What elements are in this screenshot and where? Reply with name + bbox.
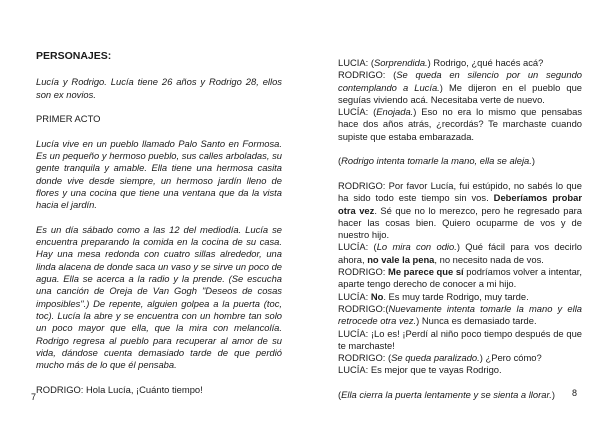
paragraph (338, 106, 582, 143)
paragraph (36, 138, 282, 212)
text: RODRIGO: ( (338, 69, 397, 81)
paragraph (36, 113, 282, 125)
paragraph (338, 155, 582, 167)
text: ) Me dijeron en el pueblo que seguías viviendo acá. Necesitaba verte de nuevo. (338, 81, 583, 105)
paragraph (338, 266, 582, 291)
text: PRIMER ACTO (36, 113, 101, 125)
paragraph (338, 303, 582, 328)
stage-direction: Ella cierra la puerta lentamente y se sienta a llorar. (341, 389, 552, 401)
paragraph (36, 224, 282, 372)
stage-direction: Lucía y Rodrigo. Lucía tiene 26 años y Rodrigo 28, ellos son ex novios. (36, 76, 282, 100)
stage-direction: Rodrigo intenta tomarle la mano, ella se aleja. (341, 155, 532, 167)
text: LUCÍA: Es mejor que te vayas Rodrigo. (338, 364, 502, 376)
text: ) Eso no era lo mismo que pensabas hace dos años atrás, ¿recordás? Te marchaste cuando supiste que estaba embarazada. (338, 106, 583, 142)
text: . Sé que no lo merezco, pero he regresado para hacer las cosas bien. Quiero ocuparme de vos y de nuestro hijo. (338, 204, 582, 241)
text: LUCIA: ( (338, 57, 374, 68)
section-heading (36, 50, 282, 62)
text: ) Rodrigo, ¿qué hacés acá? (427, 57, 544, 68)
text: RODRIGO: (338, 266, 389, 278)
emphasis-text: Deberíamos probar otra vez (338, 192, 582, 216)
text: LUCÍA: ( (338, 241, 377, 253)
stage-direction: Sorprendida. (373, 57, 428, 68)
text: LUCÍA: ( (338, 106, 377, 118)
text: PERSONAJES: (36, 50, 112, 62)
paragraph (338, 69, 582, 106)
text: RODRIGO:( (338, 302, 389, 314)
paragraph (338, 328, 582, 353)
paragraph (338, 364, 582, 376)
paragraph (338, 180, 582, 241)
text: RODRIGO: Por favor Lucía, fui estúpido, no sabés lo que ha sido todo este tiempo sin vos. (338, 179, 582, 204)
right-page (300, 0, 600, 424)
paragraph (338, 241, 582, 266)
stage-direction: Lucía vive en un pueblo llamado Palo Santo en Formosa. Es un pequeño y hermoso pueblo, sus calles arboladas, su gente tranquila y amable. Ella tiene una hermosa casita donde vive desde siempre, un hermoso jardín lleno de flores y una cocina que tiene una ventana que da la vista hacia el jardín. (36, 137, 282, 211)
emphasis-text: No (370, 290, 384, 302)
text: RODRIGO: Hola Lucía, ¡Cuánto tiempo! (36, 383, 203, 395)
stage-direction: Se queda paralizado. (391, 352, 480, 364)
stage-direction: Enojada. (376, 106, 414, 118)
page-number: 8 (572, 388, 578, 398)
text: podríamos volver a intentar, aparte tengo derecho de conocer a mi hijo. (338, 266, 582, 290)
emphasis-text: Me parece que sí (388, 266, 464, 278)
text: ) (551, 389, 555, 401)
paragraph (36, 384, 282, 396)
right-page-text (338, 57, 582, 414)
stage-direction: Lo mira con odio. (376, 241, 457, 253)
text: . Es muy tarde Rodrigo, muy tarde. (383, 290, 529, 302)
stage-direction: Es un día sábado como a las 12 del mediodía. Lucía se encuentra preparando la comida en la cocina de su casa. Hay una mesa redonda con cuatro sillas alrededor, una linda alacena de donde saca un vaso y se sirve un poco de agua. Ella se acerca a la radio y la prende. (Se escucha una canción de Oreja de Van Gogh "Deseos de cosas imposibles".) De repente, alguien golpea a la puerta (toc, toc). Lucía la abre y se encuentra con un hombre tan solo un poco mayor que ella, que la mira con melancolía. Rodrigo regresa al pueblo para recuperar al amor de su vida, dándose cuenta demasiado tarde de que perdió mucho más de lo que él pensaba. (36, 223, 283, 371)
text: , no necesito nada de vos. (434, 253, 544, 265)
text: ) ¿Pero cómo? (479, 352, 542, 364)
text: ) Qué fácil para vos decirlo ahora, (338, 241, 582, 265)
paragraph (338, 291, 582, 303)
stage-direction: Nuevamente intenta tomarle la mano y ella retrocede otra vez. (338, 302, 582, 327)
text: ) Nunca es demasiado tarde. (416, 315, 537, 327)
page-number: 7 (31, 392, 37, 402)
text: ( (338, 389, 342, 401)
paragraph (36, 76, 282, 101)
text: RODRIGO: ( (338, 352, 392, 364)
text: LUCÍA: ¡Lo es! ¡Perdí al niño poco tiempo después de que te marchaste! (338, 327, 582, 351)
stage-direction: Se queda en silencio por un segundo contemplando a Lucía. (338, 69, 582, 93)
paragraph (338, 389, 582, 401)
paragraph (338, 57, 582, 69)
left-page-text (36, 50, 282, 408)
text: LUCÍA: (338, 290, 371, 302)
text: ) (531, 155, 535, 167)
emphasis-text: no vale la pena (367, 253, 435, 265)
paragraph (338, 352, 582, 364)
text: ( (338, 155, 342, 167)
